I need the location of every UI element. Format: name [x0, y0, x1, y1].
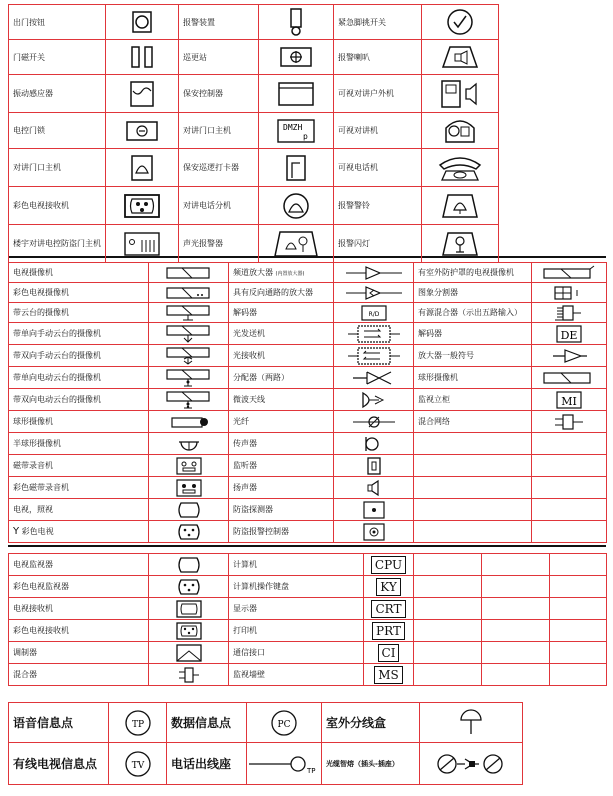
symbol-label: 微波天线 — [229, 389, 334, 411]
microwave-antenna-icon — [334, 389, 414, 411]
intercom-main-unit-icon — [259, 113, 334, 149]
amp-note: (内置放大器) — [275, 271, 305, 277]
symbol-label: 报警装置 — [179, 5, 259, 40]
mixing-network-icon — [532, 411, 607, 433]
symbol-label: 巡更站 — [179, 40, 259, 75]
phone-outlet-icon — [247, 743, 322, 785]
image-splitter-icon — [532, 283, 607, 303]
modulator-icon — [149, 642, 229, 664]
symbol-label: 紧急脚挑开关 — [334, 5, 422, 40]
table-row — [9, 477, 607, 499]
alarm-device-icon — [259, 5, 334, 40]
symbol-label: 图象分割器 — [414, 283, 532, 303]
ball-camera-icon — [149, 411, 229, 433]
tape-recorder-icon — [149, 455, 229, 477]
symbol-label: 有源混合器（示出五路输入） — [414, 303, 532, 323]
outdoor-camera-icon — [532, 263, 607, 283]
info-point-table — [8, 702, 523, 785]
table-row — [9, 113, 499, 149]
color-camera-icon — [149, 283, 229, 303]
code-box: CI — [364, 642, 414, 664]
symbol-label: 显示器 — [229, 598, 364, 620]
video-phone-icon — [422, 149, 499, 187]
symbol-label: 对讲门口主机 — [9, 149, 106, 187]
symbol-label: 防盗探测器 — [229, 499, 334, 521]
mi-text: MI — [561, 394, 577, 408]
symbol-label: 解码器 — [229, 303, 334, 323]
tp-text: TP — [131, 719, 144, 730]
check-circle-icon — [422, 5, 499, 40]
symbol-label: 电视接收机 — [9, 598, 149, 620]
symbol-label: 可视电话机 — [334, 149, 422, 187]
amplifier-general-icon — [532, 345, 607, 367]
symbol-label: 监视立柜 — [414, 389, 532, 411]
symbol-label: 具有反向通路的放大器 — [229, 283, 334, 303]
symbol-label: 传声器 — [229, 433, 334, 455]
symbol-label: 彩色电视监视器 — [9, 576, 149, 598]
table-row — [9, 433, 607, 455]
tv-icon — [149, 499, 229, 521]
symbol-label: 放大器一般符号 — [414, 345, 532, 367]
table-row — [9, 598, 607, 620]
alarm-horn-icon — [422, 40, 499, 75]
symbol-label: 彩色电视接收机 — [9, 187, 106, 225]
tv-monitor-icon — [149, 554, 229, 576]
fiber-icon — [334, 411, 414, 433]
code-box: KY — [364, 576, 414, 598]
rd-text: R/D — [368, 310, 379, 318]
table-row — [9, 367, 607, 389]
symbol-label: 彩色电视摄像机 — [9, 283, 149, 303]
code-box: CRT — [364, 598, 414, 620]
symbol-label: 光纤 — [229, 411, 334, 433]
monitor-speaker-icon — [334, 455, 414, 477]
p-text: p — [303, 131, 308, 141]
dmzh-text: DMZH — [283, 122, 303, 132]
symbol-label: 混合器 — [9, 664, 149, 686]
table-row — [9, 225, 499, 263]
symbol-label: 保安巡逻打卡器 — [179, 149, 259, 187]
symbol-label: 电视，照视 — [9, 499, 149, 521]
symbol-label: 计算机 — [229, 554, 364, 576]
color-tv-receiver-icon — [149, 620, 229, 642]
half-dome-camera-icon — [149, 433, 229, 455]
symbol-label: 打印机 — [229, 620, 364, 642]
exit-button-icon — [106, 5, 179, 40]
optical-transmitter-icon — [334, 323, 414, 345]
monitor-symbol-table — [8, 553, 607, 686]
symbol-label: 带双向电动云台的摄像机 — [9, 389, 149, 411]
symbol-label: 出门按钮 — [9, 5, 106, 40]
tv-camera-icon — [149, 263, 229, 283]
symbol-label: 有线电视信息点 — [9, 743, 109, 785]
symbol-label: 室外分线盒 — [322, 703, 420, 743]
security-controller-icon — [259, 75, 334, 113]
code-box: MS — [364, 664, 414, 686]
symbol-label: 防盗报警控制器 — [229, 521, 334, 543]
optical-receiver-icon — [334, 345, 414, 367]
color-tv-receiver-icon — [106, 187, 179, 225]
fiber-connector-icon — [420, 743, 523, 785]
symbol-label: 监听器 — [229, 455, 334, 477]
active-mixer-icon — [532, 303, 607, 323]
alarm-bell-icon — [422, 187, 499, 225]
security-symbol-table — [8, 4, 499, 263]
symbol-label: 带云台的摄像机 — [9, 303, 149, 323]
de-text: DE — [560, 328, 578, 342]
symbol-label: 解码器 — [414, 323, 532, 345]
reverse-amplifier-icon — [334, 283, 414, 303]
symbol-label: 分配器（两路） — [229, 367, 334, 389]
outdoor-junction-box-icon — [420, 703, 523, 743]
table-row — [9, 389, 607, 411]
video-intercom-icon — [422, 113, 499, 149]
table-row — [9, 263, 607, 283]
microphone-icon — [334, 433, 414, 455]
motor-pan-camera-icon — [149, 367, 229, 389]
catv-point-icon — [109, 743, 167, 785]
channel-amplifier-icon — [334, 263, 414, 283]
pc-text: PC — [277, 719, 291, 730]
symbol-label: 通信接口 — [229, 642, 364, 664]
speaker-icon — [334, 477, 414, 499]
patrol-clock-icon — [259, 149, 334, 187]
symbol-label: 彩色磁带录音机 — [9, 477, 149, 499]
symbol-label: 电话出线座 — [167, 743, 247, 785]
color-tv-icon — [149, 521, 229, 543]
symbol-label: 报警警铃 — [334, 187, 422, 225]
symbol-label: 光接收机 — [229, 345, 334, 367]
code-box: CPU — [364, 554, 414, 576]
door-contact-icon — [106, 40, 179, 75]
table-row — [9, 149, 499, 187]
decoder-rd-icon — [334, 303, 414, 323]
symbol-label: 对讲电话分机 — [179, 187, 259, 225]
symbol-label: 有室外防护罩的电视摄像机 — [414, 263, 532, 283]
symbol-label: 扬声器 — [229, 477, 334, 499]
symbol-label: 半球形摄像机 — [9, 433, 149, 455]
intrusion-controller-icon — [334, 521, 414, 543]
table-row — [9, 303, 607, 323]
symbol-label: 频道放大器 (内置放大器) — [229, 263, 334, 283]
tp-text: TP — [307, 766, 316, 775]
symbol-label: 报警闪灯 — [334, 225, 422, 263]
symbol-label: 光缆智熔（插头-插座） — [322, 743, 420, 785]
table-row — [9, 703, 523, 743]
patrol-station-icon — [259, 40, 334, 75]
splitter-icon — [334, 367, 414, 389]
table-row — [9, 664, 607, 686]
door-main-unit-icon — [106, 225, 179, 263]
table-row — [9, 620, 607, 642]
symbol-label: Y 彩色电视 — [9, 521, 149, 543]
divider-bar — [8, 545, 606, 547]
color-tape-recorder-icon — [149, 477, 229, 499]
symbol-label: 带单向手动云台的摄像机 — [9, 323, 149, 345]
symbol-label: 电控门锁 — [9, 113, 106, 149]
voice-point-icon — [109, 703, 167, 743]
table-row — [9, 499, 607, 521]
symbol-label: 振动感应器 — [9, 75, 106, 113]
symbol-label: 声光报警器 — [179, 225, 259, 263]
symbol-label: 球形摄像机 — [414, 367, 532, 389]
video-intercom-outdoor-icon — [422, 75, 499, 113]
symbol-label: 电视监视器 — [9, 554, 149, 576]
vibration-sensor-icon — [106, 75, 179, 113]
symbol-label: 可视对讲户外机 — [334, 75, 422, 113]
table-row — [9, 576, 607, 598]
pan-tilt-camera-icon — [149, 303, 229, 323]
symbol-label: 磁带录音机 — [9, 455, 149, 477]
table-row — [9, 455, 607, 477]
table-row — [9, 40, 499, 75]
tv-receiver-icon — [149, 598, 229, 620]
symbol-label: 可视对讲机 — [334, 113, 422, 149]
symbol-label: 带单向电动云台的摄像机 — [9, 367, 149, 389]
symbol-label: 报警喇叭 — [334, 40, 422, 75]
symbol-label: 门磁开关 — [9, 40, 106, 75]
symbol-label: 球形摄像机 — [9, 411, 149, 433]
manual-pan-camera-icon — [149, 323, 229, 345]
table-row — [9, 323, 607, 345]
mixer-icon — [149, 664, 229, 686]
data-point-icon — [247, 703, 322, 743]
sound-light-alarm-icon — [259, 225, 334, 263]
color-tv-monitor-icon — [149, 576, 229, 598]
symbol-label: 数据信息点 — [167, 703, 247, 743]
symbol-label: 电视摄像机 — [9, 263, 149, 283]
symbol-label: 保安控制器 — [179, 75, 259, 113]
cctv-symbol-table — [8, 262, 607, 543]
tv-text: TV — [131, 760, 144, 771]
table-row — [9, 642, 607, 664]
symbol-label: 彩色电视接收机 — [9, 620, 149, 642]
table-row — [9, 554, 607, 576]
symbol-label: 语音信息点 — [9, 703, 109, 743]
symbol-label: 带双向手动云台的摄像机 — [9, 345, 149, 367]
code-box: PRT — [364, 620, 414, 642]
alarm-flash-icon — [422, 225, 499, 263]
table-row — [9, 521, 607, 543]
symbol-label: 计算机操作键盘 — [229, 576, 364, 598]
table-row — [9, 187, 499, 225]
table-row — [9, 283, 607, 303]
bidirectional-motor-pan-camera-icon — [149, 389, 229, 411]
table-row — [9, 743, 523, 785]
decoder-de-icon — [532, 323, 607, 345]
symbol-label: 调制器 — [9, 642, 149, 664]
table-row — [9, 5, 499, 40]
symbol-label: 监视墙壁 — [229, 664, 364, 686]
symbol-label: 楼宇对讲电控防盗门主机 — [9, 225, 106, 263]
symbol-label: 对讲门口主机 — [179, 113, 259, 149]
symbol-label: 光发送机 — [229, 323, 334, 345]
intercom-extension-icon — [259, 187, 334, 225]
intercom-door-unit-icon — [106, 149, 179, 187]
table-row — [9, 345, 607, 367]
bidirectional-manual-pan-camera-icon — [149, 345, 229, 367]
dome-camera-icon — [532, 367, 607, 389]
monitor-cabinet-mi-icon — [532, 389, 607, 411]
intrusion-detector-icon — [334, 499, 414, 521]
symbol-label: 混合网络 — [414, 411, 532, 433]
table-row — [9, 75, 499, 113]
electric-lock-icon — [106, 113, 179, 149]
table-row — [9, 411, 607, 433]
